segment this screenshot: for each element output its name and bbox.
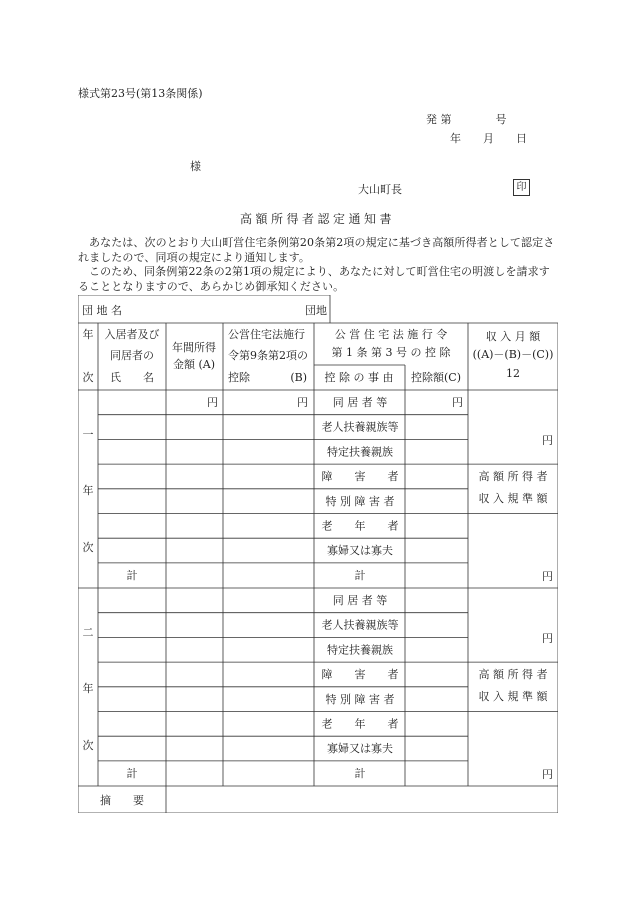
year1-standard-yen: 円	[542, 570, 553, 583]
year2-reason-3: 障 害 者	[321, 668, 399, 682]
year2-reason-2: 特定扶養親族	[327, 643, 393, 657]
year1-monthly-yen: 円	[542, 434, 553, 447]
year2-standard-2: 収 入 規 準 額	[478, 690, 548, 703]
year1-standard-1: 高 額 所 得 者	[478, 470, 548, 483]
year2-reason-5: 老 年 者	[321, 717, 399, 731]
body-paragraph-2: このため、同条例第22条の2第1項の規定により、あなたに対して町営住宅の明渡しを請求することとなりますので、あらかじめ御承知ください。	[78, 265, 550, 293]
year1-label-1: 一	[82, 428, 94, 441]
issuer-name: 大山町長	[358, 183, 402, 196]
body-text	[78, 236, 556, 294]
issue-reference: 発 第 号	[426, 113, 507, 126]
year1-standard-2: 収 入 規 準 額	[478, 492, 548, 505]
year1-reason-1: 老人扶養親族等	[321, 420, 399, 434]
year1-reason-3: 障 害 者	[321, 470, 399, 484]
year2-reason-6: 寡婦又は寡夫	[327, 742, 393, 756]
year1-reason-6: 寡婦又は寡夫	[327, 544, 393, 558]
addressee-suffix: 様	[190, 160, 201, 173]
header-deduction-b-2: 令第9条第2項の	[228, 349, 308, 362]
year2-reason-4: 特 別 障 害 者	[325, 692, 395, 706]
remarks-label: 摘 要	[100, 794, 144, 807]
housing-complex-label: 団 地 名	[82, 304, 122, 317]
header-monthly-income-1: 収 入 月 額	[485, 330, 541, 343]
header-deduction-b-1: 公営住宅法施行	[228, 328, 305, 341]
header-resident-1: 入居者及び	[104, 328, 160, 341]
year2-label-3: 次	[82, 739, 94, 752]
deduction-b-yen: 円	[297, 396, 308, 409]
document-title: 高額所得者認定通知書	[240, 212, 396, 226]
header-monthly-income-3: 12	[506, 367, 520, 380]
header-monthly-income-2: ((A)－(B)－(C))	[472, 348, 554, 361]
form-number: 様式第23号(第13条関係)	[78, 87, 203, 100]
year2-label-2: 年	[82, 682, 94, 695]
year2-total-right: 計	[354, 766, 366, 780]
seal-mark: 印	[513, 179, 530, 196]
year2-standard-yen: 円	[542, 768, 553, 781]
year1-reason-4: 特 別 障 害 者	[325, 494, 395, 508]
header-deduction-c-2: 第 1 条 第 3 号 の 控 除	[331, 346, 451, 359]
year2-standard-1: 高 額 所 得 者	[478, 668, 548, 681]
year1-label-2: 年	[82, 484, 94, 497]
header-deduction-c-1: 公 営 住 宅 法 施 行 令	[334, 328, 448, 341]
body-paragraph-1: あなたは、次のとおり大山町営住宅条例第20条第2項の規定に基づき高額所得者として認定されましたので、同項の規定により通知します。	[78, 236, 555, 264]
income-yen: 円	[207, 396, 218, 409]
header-year-1: 年	[82, 328, 94, 341]
year2-reason-1: 老人扶養親族等	[321, 618, 399, 632]
header-deduction-amount: 控除額(C)	[411, 371, 461, 384]
year2-reason-0: 同 居 者 等	[332, 594, 388, 607]
year2-monthly-yen: 円	[542, 632, 553, 645]
year1-reason-2: 特定扶養親族	[327, 445, 393, 459]
issue-date: 年 月 日	[450, 132, 527, 145]
income-certification-table	[78, 295, 558, 813]
header-resident-3: 氏 名	[110, 371, 154, 384]
year2-total-left: 計	[126, 766, 138, 780]
year2-label-1: 二	[82, 626, 94, 639]
header-income-2: 金額 (A)	[172, 358, 216, 371]
housing-complex-suffix: 団地	[305, 304, 327, 317]
header-income-1: 年間所得	[172, 341, 216, 354]
header-resident-2: 同居者の	[110, 349, 154, 362]
year1-total-left: 計	[126, 568, 138, 582]
year1-label-3: 次	[82, 541, 94, 554]
year1-reason-5: 老 年 者	[321, 519, 399, 533]
header-year-2: 次	[82, 371, 94, 384]
header-deduction-b-4: (B)	[290, 371, 307, 384]
deduction-c-yen: 円	[452, 396, 463, 409]
header-deduction-reason: 控 除 の 事 由	[324, 371, 394, 384]
header-deduction-b-3: 控除	[228, 371, 250, 384]
year1-reason-0: 同 居 者 等	[332, 396, 388, 409]
year1-total-right: 計	[354, 568, 366, 582]
